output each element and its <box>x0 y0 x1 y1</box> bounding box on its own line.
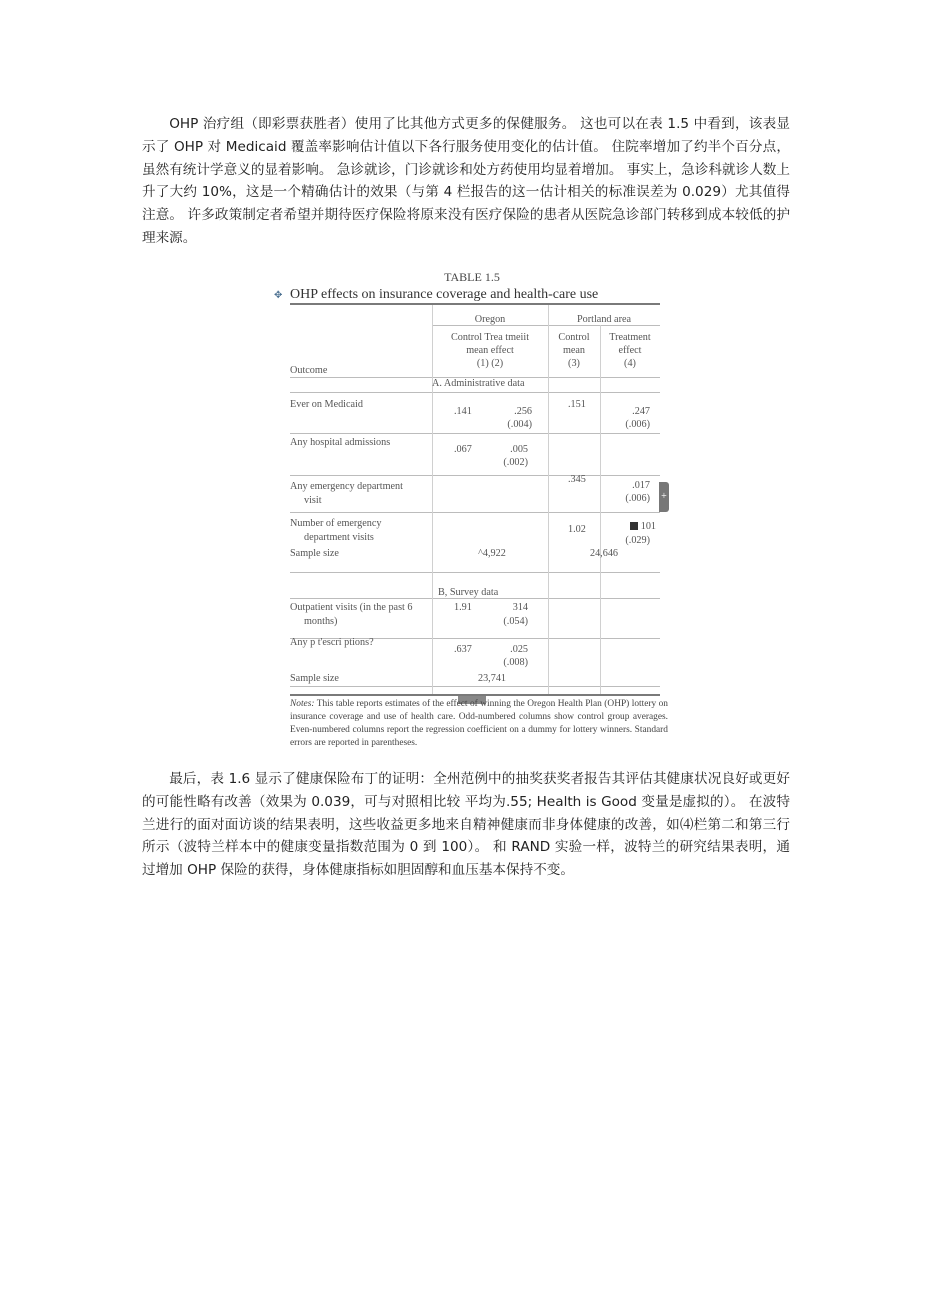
table-cell: 24,646 <box>589 548 618 559</box>
table-cell: 101 <box>640 521 656 532</box>
table-cell: ^4,922 <box>478 548 506 559</box>
table-cell: (.054) <box>503 616 528 627</box>
row-label-cont: department visits <box>304 532 374 543</box>
row-label: Number of emergency <box>290 518 382 529</box>
paragraph-intro: OHP 治疗组（即彩票获胜者）使用了比其他方式更多的保健服务。 这也可以在表 1.5 中看到，该表显示了 OHP 对 Medicaid 覆盖率影响估计值以下各行服务使用变化的估计值。 住院率增加了约半个百分点，虽然有统计学意义的显着影响。 急诊就诊，门诊就诊和处方药使用均显着增加。 事实上，急诊科就诊人数上升了大约 10%，这是一个精确估计的效果（与第 4 栏报告的这一估计相关的标准误差为 0.029）尤其值得注意。 许多政策制定者希望并期待医疗保险将原来没有医疗保险的患者从医院急诊部门转移到成本较低的护理来源。 <box>142 116 790 246</box>
table-cell: 1.02 <box>568 524 586 535</box>
col-1-2-header-b: mean effect <box>466 345 514 356</box>
table-title: OHP effects on insurance coverage and health-care use <box>290 287 599 302</box>
panel-a-rule <box>290 392 660 393</box>
table-cell: .256 <box>514 406 532 417</box>
table-cell: (.006) <box>625 419 650 430</box>
table-cell: .141 <box>454 406 472 417</box>
table-label: TABLE 1.5 <box>444 270 500 284</box>
row-label-cont: months) <box>304 616 338 627</box>
table-cell: 23,741 <box>477 673 506 684</box>
row-rule <box>290 475 660 476</box>
table-cell: (.002) <box>503 457 528 468</box>
row-rule <box>290 572 660 573</box>
col-1-2-number: (1) (2) <box>476 358 504 369</box>
row-rule <box>290 686 660 687</box>
table-cell: .067 <box>454 444 472 455</box>
table-cell: .017 <box>632 480 650 491</box>
table-cell: (.006) <box>625 493 650 504</box>
table-cell-effect <box>608 520 656 534</box>
table-cell: (.029) <box>625 535 650 546</box>
col-3-header: Control <box>558 332 590 343</box>
notes-text: This table reports estimates of the effect of winning the Oregon Health Plan (OHP) lottery on insurance coverage and use of health care. Odd-numbered columns show control group averages. Even-numbered columns report the regression coefficient on a dummy for lottery winners. Standard errors are reported in parentheses. <box>290 699 668 748</box>
table-cell: .025 <box>510 644 528 655</box>
col-4-header: Treatment <box>609 332 651 343</box>
col-4-number: (4) <box>624 358 636 369</box>
table-notes <box>290 698 668 750</box>
outcome-header: Outcome <box>290 365 328 376</box>
row-label: Ever on Medicaid <box>290 399 363 410</box>
notes-label: Notes: <box>290 699 315 709</box>
table-cell: (.004) <box>507 419 532 430</box>
table-top-rule <box>290 303 660 305</box>
col-3-number: (3) <box>568 358 580 369</box>
col-1-2-header: Control Trea tmeiit <box>450 332 530 343</box>
group-portland: Portland area <box>576 314 632 325</box>
row-label: Any emergency department <box>290 481 403 492</box>
panel-a-heading: A. Administrative data <box>432 378 525 389</box>
table-cell: .151 <box>568 399 586 410</box>
table-1-5-figure <box>272 268 672 756</box>
row-rule <box>290 512 660 513</box>
plus-tab-icon[interactable]: + <box>659 482 669 512</box>
table-cell: (.008) <box>503 657 528 668</box>
row-label: Sample size <box>290 673 339 684</box>
row-label: Outpatient visits (in the past 6 <box>290 602 413 613</box>
paragraph-conclusion: 最后，表 1.6 显示了健康保险布丁的证明：全州范例中的抽奖获奖者报告其评估其健康状况良好或更好的可能性略有改善（效果为 0.039，可与对照相比较 平均为.55; Health is Good 变量是虚拟的）。 在波特兰进行的面对面访谈的结果表明，这些收益更多地来自精神健康而非身体健康的改善，如⑷栏第二和第三行所示（波特兰样本中的健康变量指数范围为 0 到 100）。 和 RAND 实验一样，波特兰的研究结果表明，通过增加 OHP 保险的获得，身体健康指标如胆固醇和血压基本保持不变。 <box>142 771 790 879</box>
table-cell: 1.91 <box>454 602 472 613</box>
col-4-header-b: effect <box>618 345 642 356</box>
group-oregon: Oregon <box>474 314 506 325</box>
table-cell: .345 <box>568 474 586 485</box>
row-label-cont: visit <box>304 495 322 506</box>
row-rule <box>290 433 660 434</box>
row-label: Any hospital admissions <box>290 437 391 448</box>
col-3-header-b: mean <box>562 345 586 356</box>
row-label: Any p t'escri ptions? <box>290 637 374 648</box>
square-marker-icon <box>630 522 638 530</box>
table-cell: .005 <box>510 444 528 455</box>
col-rule <box>600 325 601 694</box>
row-label: Sample size <box>290 548 339 559</box>
table-cell: .247 <box>632 406 650 417</box>
table-cell: 314 <box>512 602 528 613</box>
move-handle-icon[interactable]: ✥ <box>274 290 283 301</box>
table-cell: .637 <box>454 644 472 655</box>
panel-b-heading: B, Survey data <box>438 587 499 598</box>
